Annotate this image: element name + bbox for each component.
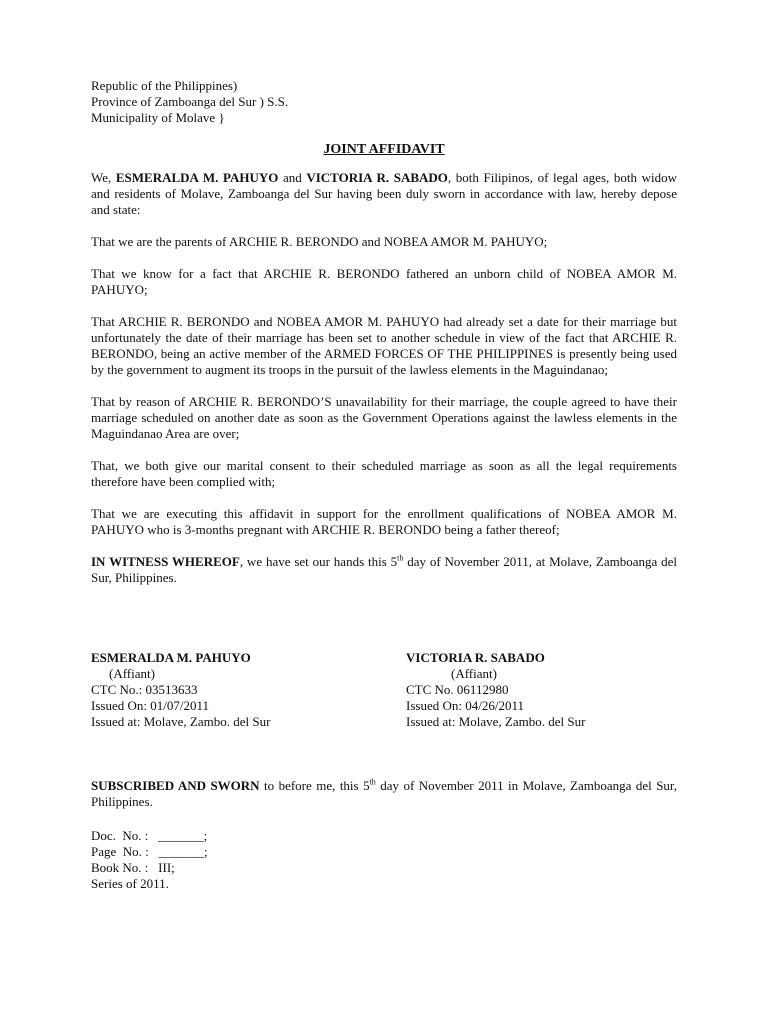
intro-text-post: , both Filipinos, of legal ages, both widow and residents of Molave, Zamboanga del Sur having been duly sworn in accordance with law, hereby depose and state: <box>91 170 677 217</box>
signatory-issued-at: Issued at: Molave, Zambo. del Sur <box>91 714 271 729</box>
intro-text-pre: We, <box>91 170 116 185</box>
venue-republic: Republic of the Philippines) <box>91 78 238 93</box>
affidavit-page <box>91 78 677 892</box>
witness-paragraph <box>91 554 677 586</box>
signatory-name: VICTORIA R. SABADO <box>406 650 545 665</box>
signatory-issued-on: Issued On: 04/26/2011 <box>406 698 524 713</box>
signatory-issued-on: Issued On: 01/07/2011 <box>91 698 209 713</box>
signature-block <box>91 650 677 730</box>
jurat-ordinal: th <box>369 777 376 787</box>
notarial-register <box>91 828 677 892</box>
witness-heading: IN WITNESS WHEREOF <box>91 554 240 569</box>
page-number: Page No. : _______; <box>91 844 208 859</box>
signatory-ctc: CTC No.: 03513633 <box>91 682 198 697</box>
jurat-text-pre: to before me, this 5 <box>259 778 370 793</box>
signatory-ctc: CTC No. 06112980 <box>406 682 509 697</box>
series-year: Series of 2011. <box>91 876 169 891</box>
doc-number: Doc. No. : _______; <box>91 828 208 843</box>
statement-paragraph-6: That we are executing this affidavit in support for the enrollment qualifications of NOBEA AMOR M. PAHUYO who is 3-months pregnant with ARCHIE R. BERONDO being a father thereof; <box>91 506 677 537</box>
signatory-issued-at: Issued at: Molave, Zambo. del Sur <box>406 714 586 729</box>
jurat-paragraph <box>91 778 677 810</box>
book-number: Book No. : III; <box>91 860 175 875</box>
jurat-heading: SUBSCRIBED AND SWORN <box>91 778 260 793</box>
venue-header <box>91 78 677 126</box>
statement-paragraph-3: That ARCHIE R. BERONDO and NOBEA AMOR M. PAHUYO had already set a date for their marriage but unfortunately the date of their marriage has been set to another schedule in view of the fact that ARCHIE R. BERONDO, being an active member of the ARMED FORCES OF THE PHILIPPINES is presently being used by the government to augment its troops in the pursuit of the lawless elements in the Maguindanao; <box>91 314 677 377</box>
witness-ordinal: th <box>397 553 404 563</box>
signatory-name: ESMERALDA M. PAHUYO <box>91 650 251 665</box>
statement-paragraph-5: That, we both give our marital consent to their scheduled marriage as soon as all the legal requirements therefore have been complied with; <box>91 458 677 489</box>
signatory-left <box>91 650 406 730</box>
signatory-right <box>406 650 677 730</box>
statement-paragraph-1: That we are the parents of ARCHIE R. BERONDO and NOBEA AMOR M. PAHUYO; <box>91 234 548 249</box>
intro-paragraph <box>91 170 677 218</box>
statement-paragraph-4: That by reason of ARCHIE R. BERONDO’S unavailability for their marriage, the couple agreed to have their marriage scheduled on another date as soon as the Government Operations against the lawless elements in the Maguindanao Area are over; <box>91 394 677 441</box>
signatory-role: (Affiant) <box>451 666 497 681</box>
affiant-name-2: VICTORIA R. SABADO <box>306 170 448 185</box>
statement-paragraph-2: That we know for a fact that ARCHIE R. BERONDO fathered an unborn child of NOBEA AMOR M. PAHUYO; <box>91 266 677 297</box>
affiant-name-1: ESMERALDA M. PAHUYO <box>115 170 279 185</box>
witness-text-pre: , we have set our hands this 5 <box>239 554 398 569</box>
venue-province: Province of Zamboanga del Sur ) S.S. <box>91 94 289 109</box>
signatory-role: (Affiant) <box>109 666 155 681</box>
intro-text-mid: and <box>278 170 307 185</box>
witness-text-post: day of November 2011, at Molave, Zamboanga del Sur, Philippines. <box>91 554 677 585</box>
venue-municipality: Municipality of Molave } <box>91 110 225 125</box>
document-title: JOINT AFFIDAVIT <box>323 142 445 157</box>
jurat-text-post: day of November 2011 in Molave, Zamboanga del Sur, Philippines. <box>91 778 677 809</box>
